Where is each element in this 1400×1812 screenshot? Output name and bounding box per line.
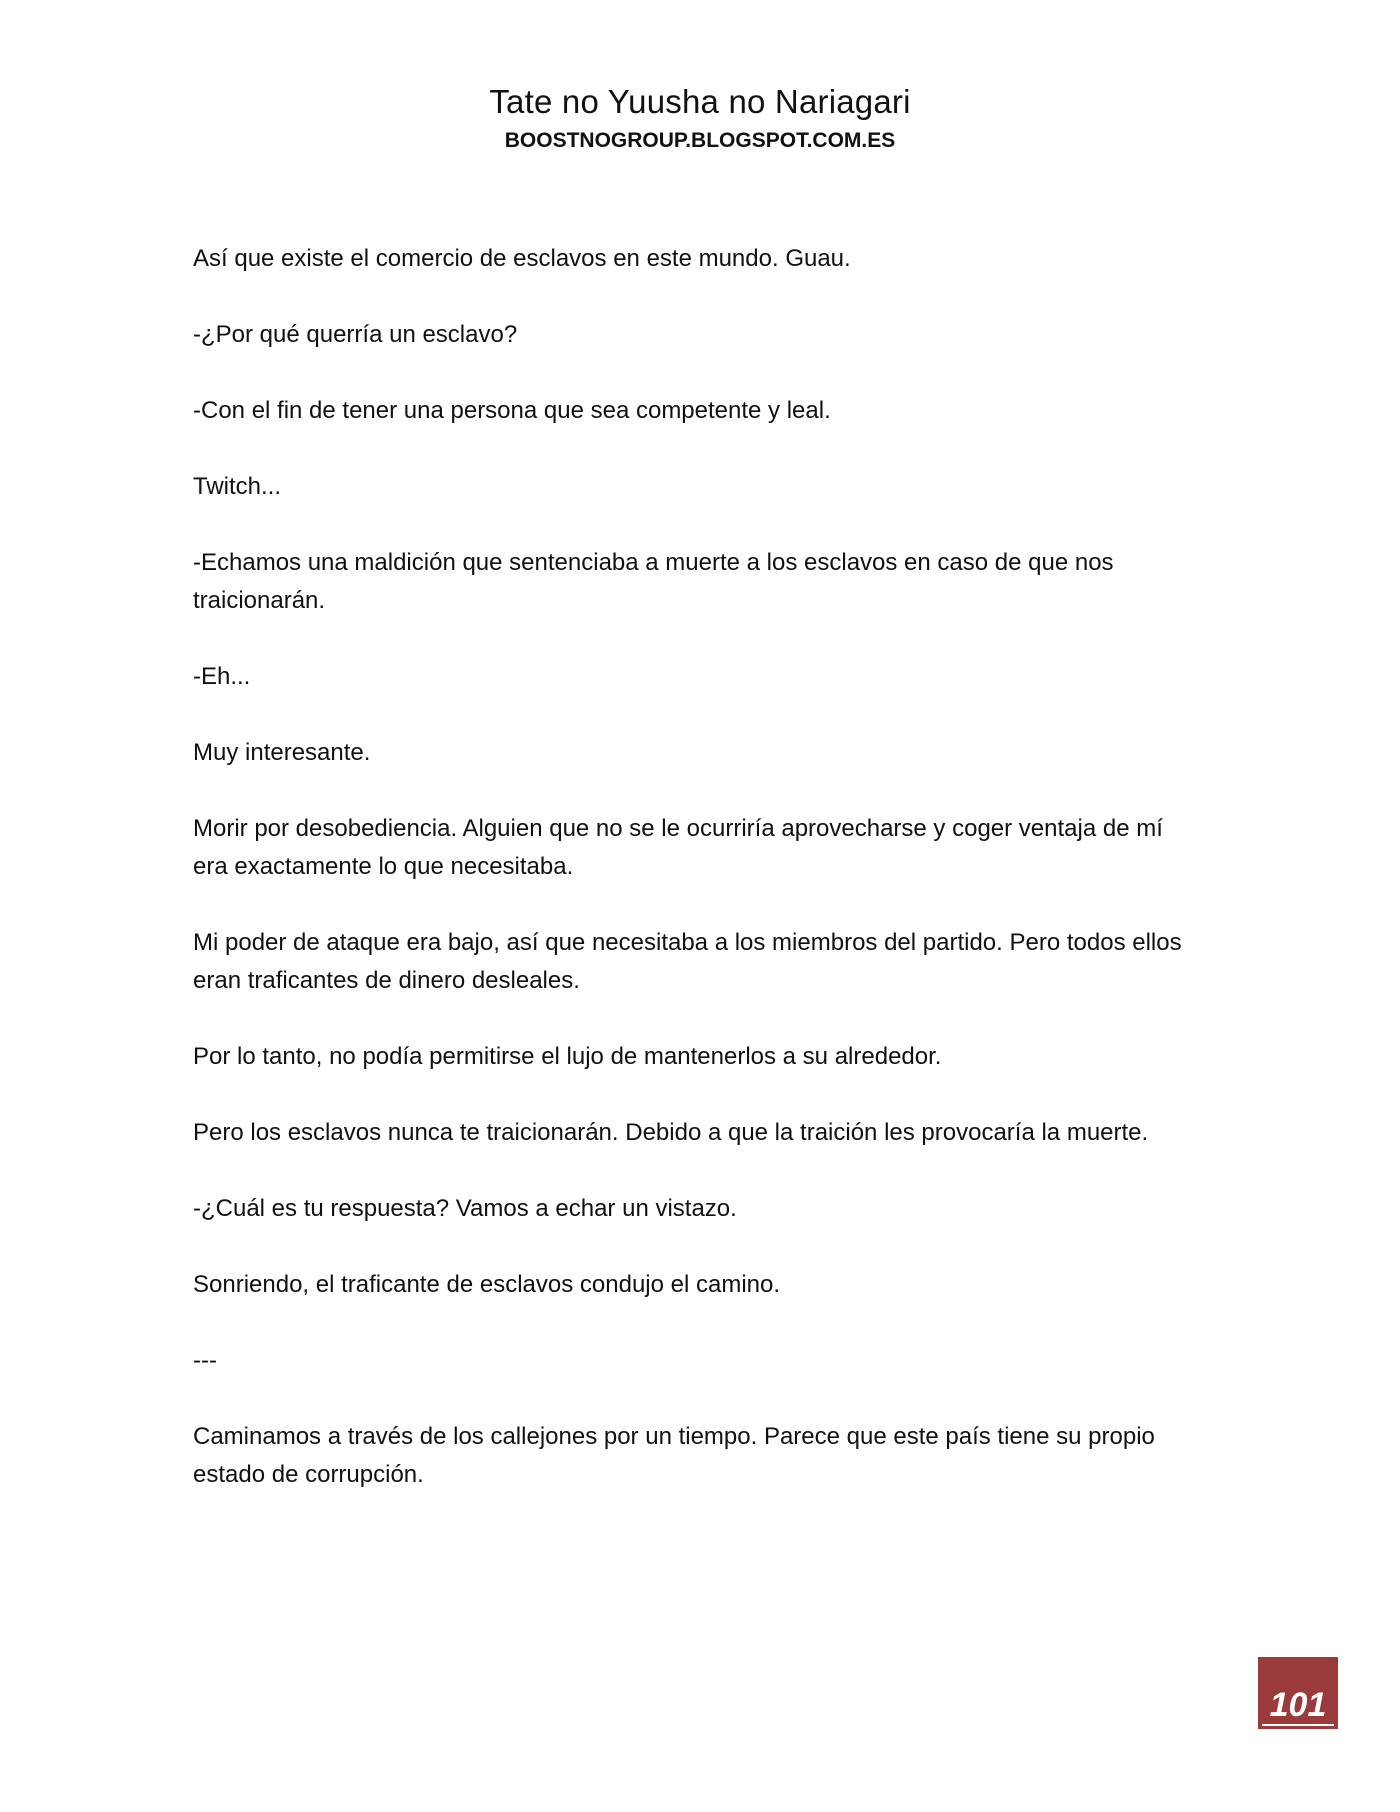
paragraph: -¿Por qué querría un esclavo? [193, 321, 518, 348]
paragraph: -Echamos una maldición que sentenciaba a muerte a los esclavos en caso de que nos traicionarán. [193, 549, 1114, 614]
body-text [193, 240, 1203, 1532]
paragraph: -Con el fin de tener una persona que sea competente y leal. [193, 397, 831, 424]
paragraph: Por lo tanto, no podía permitirse el lujo de mantenerlos a su alrededor. [193, 1043, 942, 1070]
paragraph: -Eh... [193, 663, 251, 690]
paragraph: Mi poder de ataque era bajo, así que necesitaba a los miembros del partido. Pero todos ellos eran traficantes de dinero desleales. [193, 929, 1182, 994]
page-number-underline [1262, 1724, 1334, 1726]
paragraph: Muy interesante. [193, 739, 371, 766]
page-number-badge [1258, 1657, 1338, 1729]
site-url: BOOSTNOGROUP.BLOGSPOT.COM.ES [504, 129, 896, 152]
paragraph: Sonriendo, el traficante de esclavos condujo el camino. [193, 1271, 781, 1298]
scene-break: --- [193, 1347, 217, 1374]
paragraph: -¿Cuál es tu respuesta? Vamos a echar un vistazo. [193, 1195, 737, 1222]
page-number: 101 [1269, 1686, 1327, 1724]
paragraph: Así que existe el comercio de esclavos en este mundo. Guau. [193, 245, 851, 272]
paragraph: Twitch... [193, 473, 282, 500]
paragraph: Pero los esclavos nunca te traicionarán. Debido a que la traición les provocaría la muerte. [193, 1119, 1149, 1146]
book-title: Tate no Yuusha no Nariagari [489, 83, 911, 120]
paragraph: Morir por desobediencia. Alguien que no se le ocurriría aprovecharse y coger ventaja de mí era exactamente lo que necesitaba. [193, 815, 1163, 880]
page-header [0, 82, 1400, 154]
paragraph: Caminamos a través de los callejones por un tiempo. Parece que este país tiene su propio estado de corrupción. [193, 1423, 1155, 1488]
